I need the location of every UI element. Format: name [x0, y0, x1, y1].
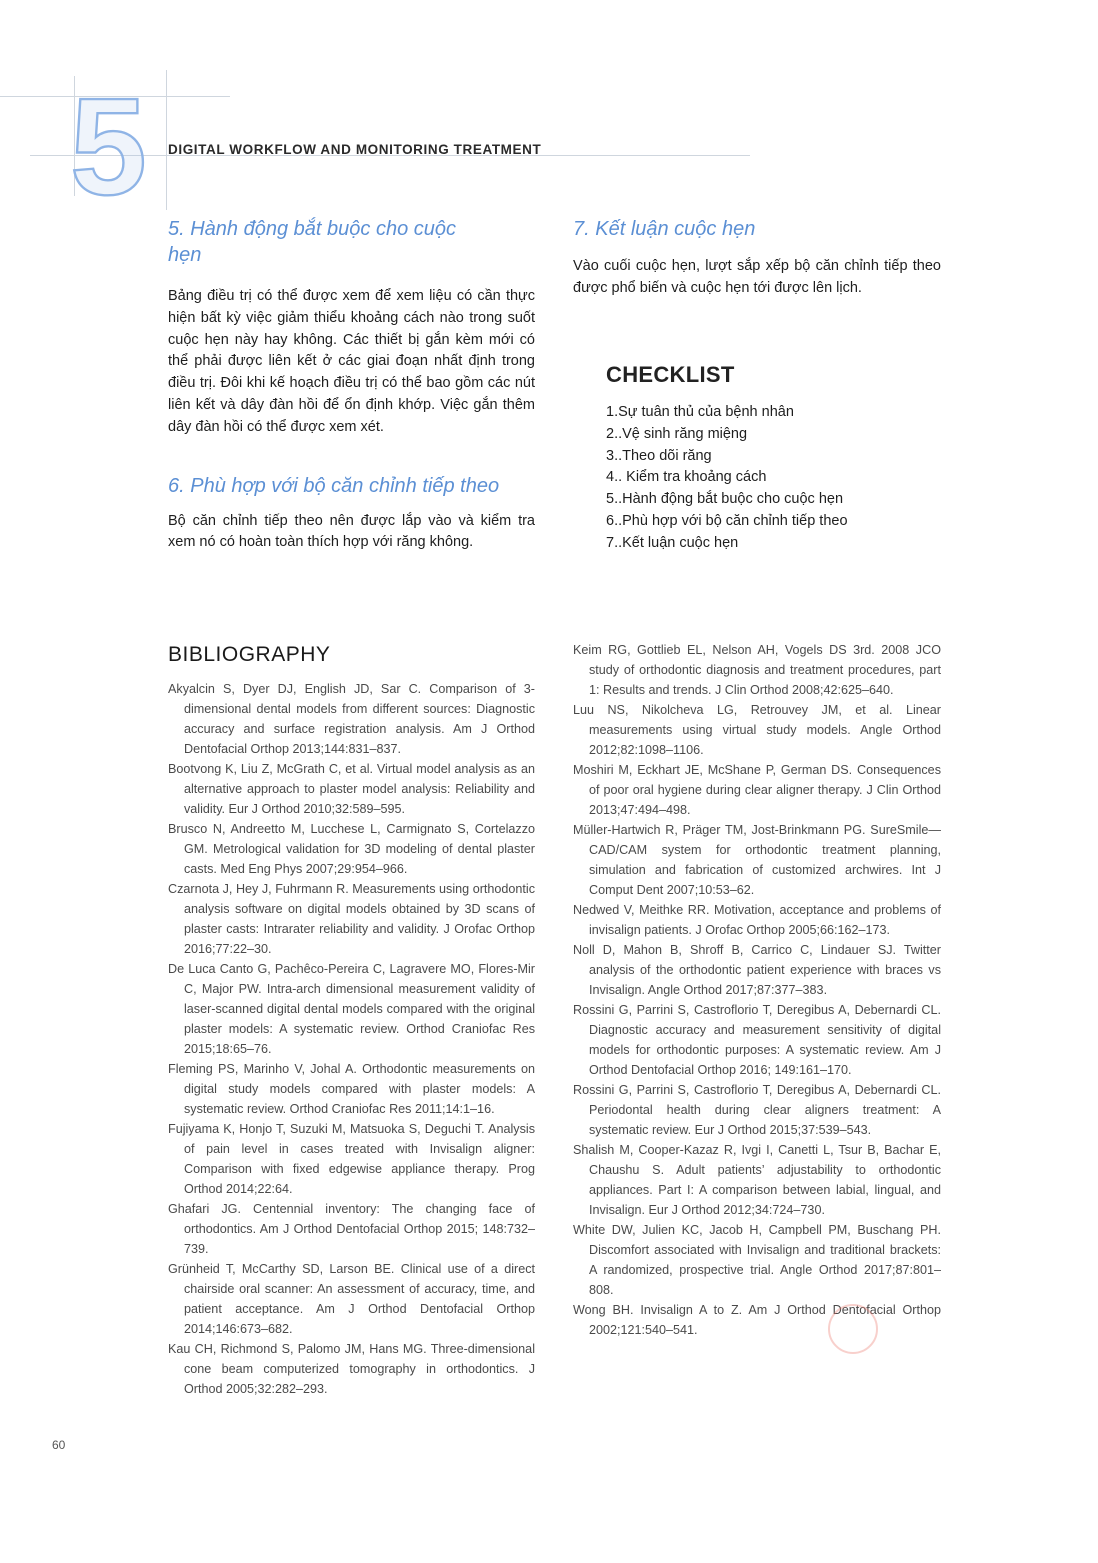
section-6-title: 6. Phù hợp với bộ căn chỉnh tiếp theo	[168, 474, 500, 497]
checklist-item: 2..Vệ sinh răng miệng	[606, 425, 748, 442]
reference: Grünheid T, McCarthy SD, Larson BE. Clinical use of a direct chairside oral scanner: An assessment of accuracy, time, and patient acceptance. Am J Orthod Dentofacial Orthop 2014;146:673–682.	[168, 1262, 535, 1336]
left-column	[168, 216, 535, 554]
checklist-item: 5..Hành động bắt buộc cho cuộc hẹn	[606, 491, 844, 508]
reference: Moshiri M, Eckhart JE, McShane P, German DS. Consequences of poor oral hygiene during clear aligner therapy. J Clin Orthod 2013;47:494–498.	[573, 763, 941, 817]
bibliography-left	[168, 679, 535, 1399]
section-7-title: 7. Kết luận cuộc hẹn	[573, 218, 756, 240]
reference: Nedwed V, Meithke RR. Motivation, acceptance and problems of invisalign patients. J Orofac Orthop 2005;66:162–173.	[573, 903, 941, 937]
reference: Müller-Hartwich R, Präger TM, Jost-Brinkmann PG. SureSmile—CAD/CAM system for orthodontic treatment planning, simulation and fabrication of customized archwires. Int J Comput Dent 2007;10:53–62.	[573, 823, 941, 897]
checklist-item: 1.Sự tuân thủ của bệnh nhân	[606, 404, 794, 420]
reference: Noll D, Mahon B, Shroff B, Carrico C, Lindauer SJ. Twitter analysis of the orthodontic patient experience with braces vs Invisalign. Angle Orthod 2017;87:377–383.	[573, 943, 941, 997]
reference: Wong BH. Invisalign A to Z. Am J Orthod Dentofacial Orthop 2002;121:540–541.	[573, 1303, 941, 1337]
reference: White DW, Julien KC, Jacob H, Campbell PM, Buschang PH. Discomfort associated with Invisalign and traditional brackets: A randomized, prospective trial. Angle Orthod 2017;87:801–808.	[573, 1223, 941, 1297]
section-6-text: Bộ căn chỉnh tiếp theo nên được lắp vào và kiểm tra xem nó có hoàn toàn thích hợp với răng không.	[168, 512, 535, 551]
reference: Akyalcin S, Dyer DJ, English JD, Sar C. Comparison of 3-dimensional dental models from different sources: Diagnostic accuracy and surface registration analysis. Am J Orthod Dentofacial Orthop 2013;144:831–837.	[168, 682, 535, 756]
reference: Ghafari JG. Centennial inventory: The changing face of orthodontics. Am J Orthod Dentofacial Orthop 2015; 148:732–739.	[168, 1202, 535, 1256]
reference: De Luca Canto G, Pachêco-Pereira C, Lagravere MO, Flores-Mir C, Major PW. Intra-arch dimensional measurement validity of laser-scanned digital dental models compared with the original plaster models: A systematic review. Orthod Craniofac Res 2015;18:65–76.	[168, 962, 535, 1056]
chapter-title: DIGITAL WORKFLOW AND MONITORING TREATMENT	[168, 142, 542, 157]
reference: Kau CH, Richmond S, Palomo JM, Hans MG. Three-dimensional cone beam computerized tomography in orthodontics. J Orthod 2005;32:282–293.	[168, 1342, 535, 1396]
watermark-stamp	[828, 1304, 878, 1354]
right-column	[573, 216, 941, 300]
reference: Bootvong K, Liu Z, McGrath C, et al. Virtual model analysis as an alternative approach to plaster model analysis: Reliability and validity. Eur J Orthod 2010;32:589–595.	[168, 762, 535, 816]
reference: Czarnota J, Hey J, Fuhrmann R. Measurements using orthodontic analysis software on digital models obtained by 3D scans of plaster casts: Intrarater reliability and validity. J Orofac Orthop 2016;77:22–30.	[168, 882, 535, 956]
section-5-title: 5. Hành động bắt buộc cho cuộc hẹn	[168, 218, 456, 266]
reference: Fleming PS, Marinho V, Johal A. Orthodontic measurements on digital study models compared with plaster models: A systematic review. Orthod Craniofac Res 2011;14:1–16.	[168, 1062, 535, 1116]
bibliography-right	[573, 640, 941, 1340]
reference: Rossini G, Parrini S, Castroflorio T, Deregibus A, Debernardi CL. Periodontal health during clear aligners treatment: A systematic review. Eur J Orthod 2015;37:539–543.	[573, 1083, 941, 1137]
checklist-item: 4.. Kiểm tra khoảng cách	[606, 469, 767, 486]
page-number: 60	[52, 1438, 66, 1452]
reference: Luu NS, Nikolcheva LG, Retrouvey JM, et al. Linear measurements using virtual study models. Angle Orthod 2012;82:1098–1106.	[573, 703, 941, 757]
section-7-text: Vào cuối cuộc hẹn, lượt sắp xếp bộ căn chỉnh tiếp theo được phổ biến và cuộc hẹn tới được lên lịch.	[573, 258, 941, 296]
bibliography-title: BIBLIOGRAPHY	[168, 643, 331, 666]
reference: Fujiyama K, Honjo T, Suzuki M, Matsuoka S, Deguchi T. Analysis of pain level in cases treated with Invisalign aligner: Comparison with fixed edgewise appliance therapy. Prog Orthod 2014;22:64.	[168, 1122, 535, 1196]
checklist	[606, 402, 848, 555]
checklist-title: CHECKLIST	[606, 362, 735, 387]
section-5-text: Bảng điều trị có thể được xem để xem liệu có cần thực hiện bất kỳ việc giảm thiểu khoảng cách nào trong suốt cuộc hẹn này hay không. Các thiết bị gắn kèm mới có thể phải được liên kết ở các giai đoạn nhất định trong điều trị. Đôi khi kế hoạch điều trị có thể bao gồm các nút liên kết và dây đàn hồi để ổn định khớp. Việc gắn thêm dây đàn hồi có thể được xem xét.	[168, 288, 535, 435]
reference: Rossini G, Parrini S, Castroflorio T, Deregibus A, Debernardi CL. Diagnostic accuracy and measurement sensitivity of digital models for orthodontic purposes: A systematic review. Am J Orthod Dentofacial Orthop 2016; 149:161–170.	[573, 1003, 941, 1077]
checklist-item: 6..Phù hợp với bộ căn chỉnh tiếp theo	[606, 512, 848, 529]
reference: Shalish M, Cooper-Kazaz R, Ivgi I, Canetti L, Tsur B, Bachar E, Chaushu S. Adult patients’ adjustability to orthodontic appliances. Part I: A comparison between labial, lingual, and Invisalign. Eur J Orthod 2012;34:724–730.	[573, 1143, 941, 1217]
chapter-number: 5	[70, 72, 147, 212]
header-rule-vertical	[166, 70, 167, 210]
reference: Brusco N, Andreetto M, Lucchese L, Carmignato S, Cortelazzo GM. Metrological validation for 3D modeling of dental plaster casts. Med Eng Phys 2007;29:954–966.	[168, 822, 535, 876]
checklist-item: 3..Theo dõi răng	[606, 447, 712, 464]
checklist-item: 7..Kết luận cuộc hẹn	[606, 534, 739, 551]
chapter-number-graphic	[62, 72, 162, 212]
reference: Keim RG, Gottlieb EL, Nelson AH, Vogels DS 3rd. 2008 JCO study of orthodontic diagnosis and treatment procedures, part 1: Results and trends. J Clin Orthod 2008;42:625–640.	[573, 643, 941, 697]
